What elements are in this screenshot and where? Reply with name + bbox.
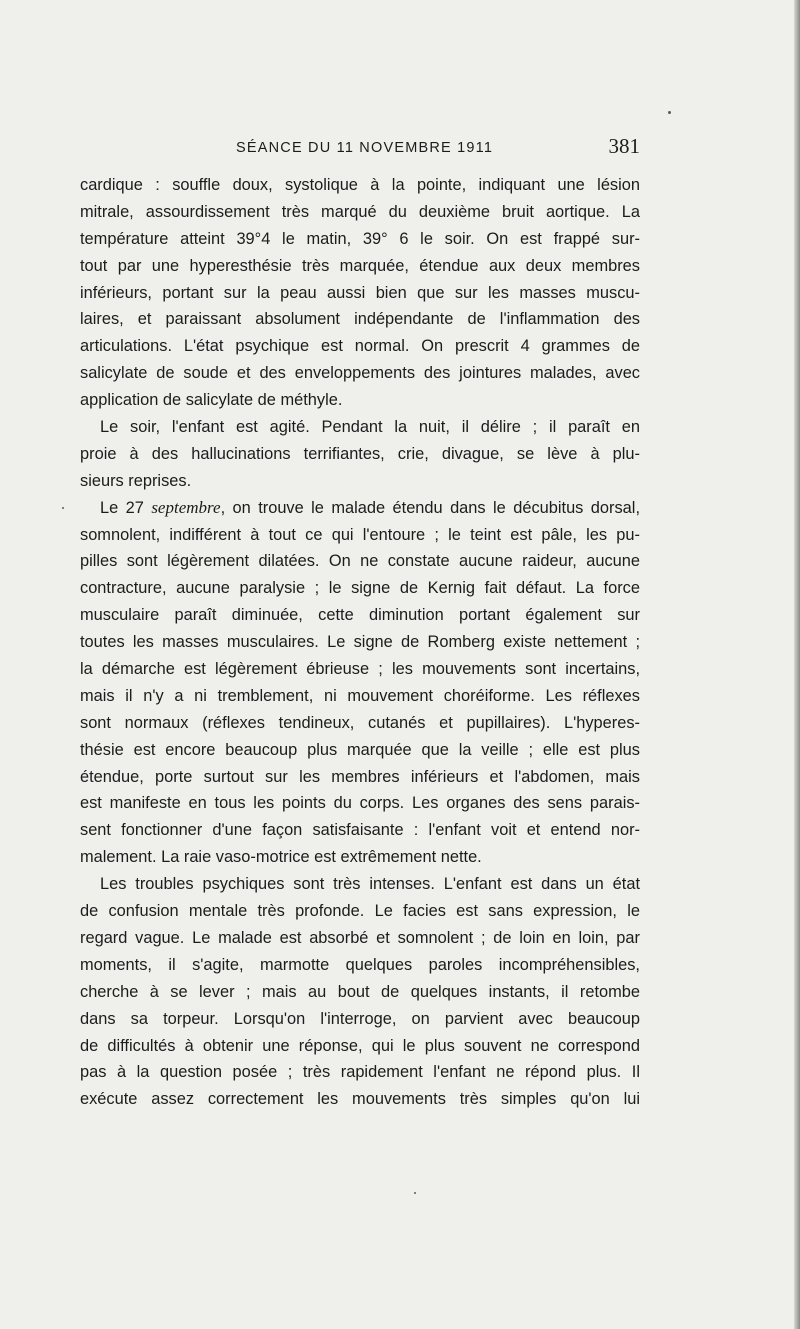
- page-number: 381: [608, 134, 640, 158]
- text-line: application de salicylate de méthyle.: [80, 391, 343, 410]
- paper-speck: [62, 507, 64, 509]
- page-edge-shadow: [794, 0, 800, 1329]
- text-line: musculaire paraît diminuée, cette diminution portant également sur: [80, 606, 640, 625]
- text-line: Les troubles psychiques sont très intenses. L'enfant est dans un état: [100, 875, 640, 894]
- month-italic: septembre: [151, 497, 221, 517]
- page-header: [80, 134, 640, 164]
- text-line: sent fonctionner d'une façon satisfaisante : l'enfant voit et entend nor-: [80, 821, 640, 840]
- text-line: exécute assez correctement les mouvements très simples qu'on lui: [80, 1090, 640, 1109]
- text-line: dans sa torpeur. Lorsqu'on l'interroge, on parvient avec beaucoup: [80, 1009, 640, 1028]
- text-line: pas à la question posée ; très rapidement l'enfant ne répond plus. Il: [80, 1063, 640, 1082]
- text-line: de difficultés à obtenir une réponse, qui le plus souvent ne correspond: [80, 1036, 640, 1055]
- text-line: laires, et paraissant absolument indépendante de l'inflammation des: [80, 310, 640, 329]
- text-line: étendue, porte surtout sur les membres inférieurs et l'abdomen, mais: [80, 767, 640, 786]
- text-line: Le soir, l'enfant est agité. Pendant la nuit, il délire ; il paraît en: [100, 418, 640, 437]
- date-prefix: Le 27: [100, 498, 152, 517]
- text-line: la démarche est légèrement ébrieuse ; les mouvements sont incertains,: [80, 660, 640, 679]
- text-line: tout par une hyperesthésie très marquée, étendue aux deux membres: [80, 256, 640, 275]
- text-line: de confusion mentale très profonde. Le facies est sans expression, le: [80, 902, 640, 921]
- text-line: température atteint 39°4 le matin, 39° 6 le soir. On est frappé sur-: [80, 229, 640, 248]
- text-line: regard vague. Le malade est absorbé et somnolent ; de loin en loin, par: [80, 928, 640, 947]
- date-suffix: , on trouve le malade étendu dans le décubitus dorsal,: [220, 498, 640, 517]
- text-line: articulations. L'état psychique est normal. On prescrit 4 grammes de: [80, 337, 640, 356]
- text-line: proie à des hallucinations terrifiantes, crie, divague, se lève à plu-: [80, 444, 640, 463]
- text-line: pilles sont légèrement dilatées. On ne constate aucune raideur, aucune: [80, 552, 640, 571]
- text-line: mais il n'y a ni tremblement, ni mouvement choréiforme. Les réflexes: [80, 686, 640, 705]
- text-line: salicylate de soude et des enveloppements des jointures malades, avec: [80, 364, 640, 383]
- text-line: est manifeste en tous les points du corps. Les organes des sens parais-: [80, 794, 640, 813]
- text-line: malement. La raie vaso-motrice est extrêmement nette.: [80, 848, 482, 867]
- text-line: sont normaux (réflexes tendineux, cutanés et pupillaires). L'hyperes-: [80, 713, 640, 732]
- text-line: inférieurs, portant sur la peau aussi bien que sur les masses muscu-: [80, 283, 640, 302]
- text-line: sieurs reprises.: [80, 471, 192, 490]
- text-line: thésie est encore beaucoup plus marquée que la veille ; elle est plus: [80, 740, 640, 759]
- text-line: mitrale, assourdissement très marqué du deuxième bruit aortique. La: [80, 202, 640, 221]
- paper-speck: [668, 111, 671, 114]
- text-line: somnolent, indifférent à tout ce qui l'entoure ; le teint est pâle, les pu-: [80, 525, 640, 544]
- text-line: [80, 495, 640, 522]
- text-line: cherche à se lever ; mais au bout de quelques instants, il retombe: [80, 982, 640, 1001]
- running-head: SÉANCE DU 11 NOVEMBRE 1911: [236, 140, 494, 156]
- text-line: toutes les masses musculaires. Le signe de Romberg existe nettement ;: [80, 633, 640, 652]
- text-line: cardique : souffle doux, systolique à la pointe, indiquant une lésion: [80, 176, 640, 194]
- body-text: [80, 172, 640, 1113]
- paper-speck: [414, 1192, 416, 1194]
- text-line: contracture, aucune paralysie ; le signe de Kernig fait défaut. La force: [80, 579, 640, 598]
- text-line: moments, il s'agite, marmotte quelques paroles incompréhensibles,: [80, 955, 640, 974]
